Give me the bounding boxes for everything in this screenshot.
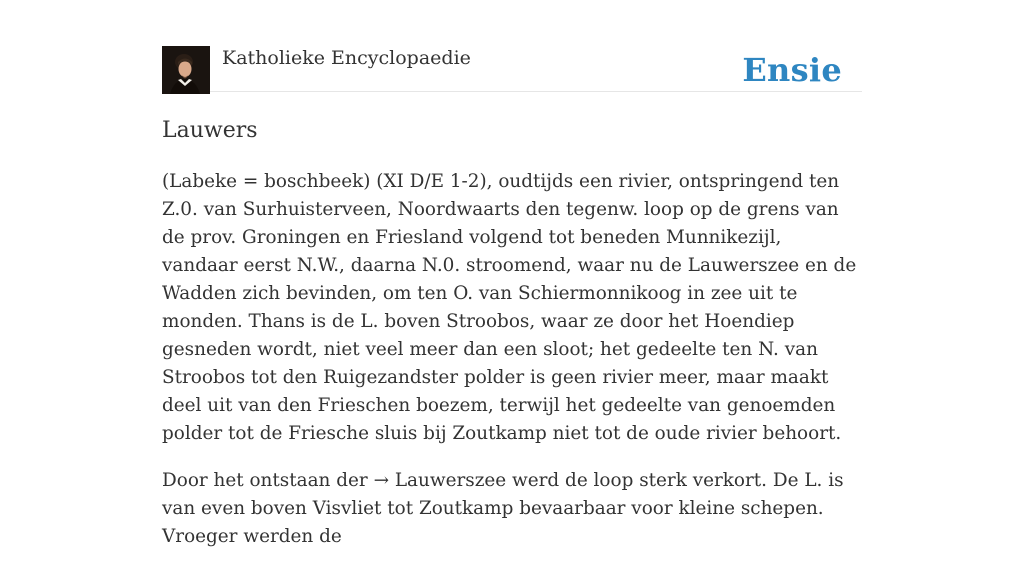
article-page (162, 0, 862, 547)
paragraph-2-text-after: werd de loop sterk verkort. De L. is van even boven Visvliet tot Zoutkamp bevaarbaar voor kleine schepen. Vroeger werden de (162, 470, 844, 547)
portrait-avatar-icon[interactable] (162, 46, 210, 94)
lauwerszee-link[interactable]: → Lauwerszee (373, 470, 507, 491)
ensie-logo-link[interactable]: Ensie (742, 51, 842, 89)
article-paragraph-1: (Labeke = boschbeek) (XI D/E 1-2), oudtijds een rivier, ontspringend ten Z.0. van Surhuisterveen, Noordwaarts den tegenw. loop op de grens van de prov. Groningen en Friesland volgend tot beneden Munnikezijl, vandaar eerst N.W., daarna N.0. stroomend, waar nu de Lauwerszee en de Wadden zich bevinden, om ten O. van Schiermonnikoog in zee uit te monden. Thans is de L. boven Stroobos, waar ze door het Hoendiep gesneden wordt, niet veel meer dan een sloot; het gedeelte ten N. van Stroobos tot den Ruigezandster polder is geen rivier meer, maar maakt deel uit van den Frieschen boezem, terwijl het gedeelte van genoemden polder tot de Friesche sluis bij Zoutkamp niet tot de oude rivier behoort. (162, 171, 857, 444)
article-header (162, 0, 862, 92)
article-paragraph-2 (162, 467, 862, 551)
page-title: Lauwers (162, 118, 258, 143)
source-name[interactable]: Katholieke Encyclopaedie (222, 47, 471, 69)
paragraph-2-text-before: Door het ontstaan der (162, 470, 368, 491)
article-body (162, 168, 862, 570)
